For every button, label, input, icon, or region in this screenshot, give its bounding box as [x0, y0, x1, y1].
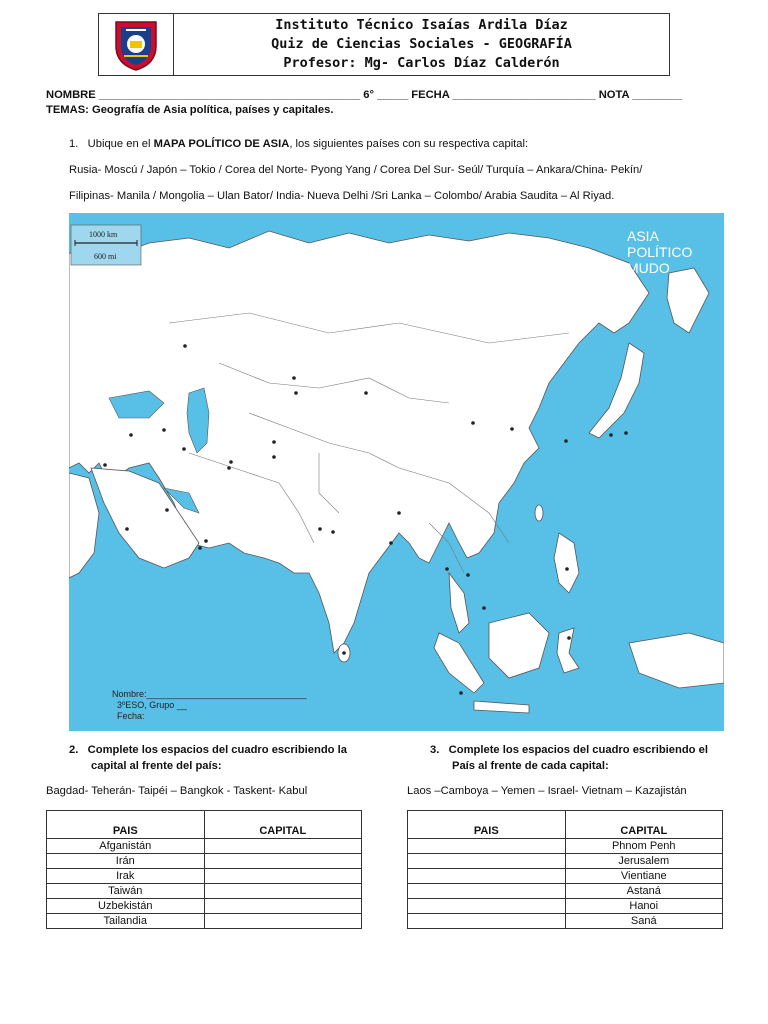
africa-corner	[69, 473, 99, 578]
scale-mi-label: 600 mi	[94, 252, 117, 261]
col-header-pais: PAIS	[408, 811, 566, 839]
asia-map-graphic	[69, 213, 724, 731]
java	[474, 701, 529, 713]
question-2-line-2: capital al frente del país:	[91, 760, 222, 772]
country-answer-cell[interactable]	[408, 854, 566, 869]
sumatra	[434, 633, 484, 693]
document-header	[98, 13, 670, 76]
capital-cell: Jerusalem	[565, 854, 723, 869]
question-1-list-line-1: Rusia- Moscú / Japón – Tokio / Corea del Norte- Pyong Yang / Corea Del Sur- Seúl/ Turquía – Ankara/China- Pekín/	[69, 164, 643, 176]
map-scale	[71, 225, 141, 265]
table-row	[47, 839, 362, 854]
question-3-line-2: País al frente de cada capital:	[452, 760, 609, 772]
col-header-pais: PAIS	[47, 811, 205, 839]
malay-peninsula	[449, 573, 469, 633]
capital-answer-cell[interactable]	[204, 869, 362, 884]
sulawesi	[557, 628, 579, 673]
capital-answer-cell[interactable]	[204, 839, 362, 854]
institution-name: Instituto Técnico Isaías Ardila Díaz	[275, 17, 568, 33]
map-title-line-3: MUDO	[627, 260, 670, 276]
table-row	[47, 869, 362, 884]
question-2-options: Bagdad- Teherán- Taipéi – Bangkok - Taskent- Kabul	[46, 785, 308, 797]
country-cell: Irán	[47, 854, 205, 869]
question-1-number: 1.	[69, 138, 79, 150]
table-row	[408, 884, 723, 899]
map-title-line-1: ASIA	[627, 228, 659, 244]
capital-cell: Astaná	[565, 884, 723, 899]
question-1-text-bold: MAPA POLÍTICO DE ASIA	[153, 138, 290, 150]
table-header-row	[408, 811, 723, 839]
map-title	[627, 228, 692, 276]
table-row	[408, 899, 723, 914]
country-cell: Irak	[47, 869, 205, 884]
table-row	[408, 914, 723, 929]
teacher-name: Profesor: Mg- Carlos Díaz Calderón	[283, 55, 560, 71]
question-3-prompt	[430, 742, 730, 774]
col-header-capital: CAPITAL	[565, 811, 723, 839]
country-cell: Tailandia	[47, 914, 205, 929]
question-2-number: 2.	[69, 744, 79, 756]
question-3-line-1: Complete los espacios del cuadro escribiendo el	[448, 744, 708, 756]
student-info-line: NOMBRE __________________________________________ 6° _____ FECHA _______________________ NOTA ________	[46, 89, 683, 101]
country-answer-cell[interactable]	[408, 899, 566, 914]
table-header-row	[47, 811, 362, 839]
map-form-labels	[112, 689, 308, 721]
school-logo-cell	[99, 14, 174, 75]
map-date-label: Fecha:	[117, 711, 145, 721]
country-answer-cell[interactable]	[408, 914, 566, 929]
question-1-text-b: , los siguientes países con su respectiva capital:	[289, 138, 529, 150]
new-guinea	[629, 633, 724, 688]
quiz-title: Quiz de Ciencias Sociales - GEOGRAFÍA	[271, 36, 572, 52]
question-1-text-a: Ubique en el	[87, 138, 154, 150]
capital-answer-cell[interactable]	[204, 899, 362, 914]
capital-cell: Saná	[565, 914, 723, 929]
country-answer-cell[interactable]	[408, 884, 566, 899]
map-name-label: Nombre:________________________________	[112, 689, 307, 699]
table-row	[408, 854, 723, 869]
topics-line: TEMAS: Geografía de Asia política, países y capitales.	[46, 104, 334, 116]
table-row	[47, 884, 362, 899]
country-cell: Uzbekistán	[47, 899, 205, 914]
col-header-capital: CAPITAL	[204, 811, 362, 839]
taiwan	[535, 505, 543, 521]
header-title-block	[174, 14, 669, 75]
question-3-options: Laos –Camboya – Yemen – Israel- Vietnam – Kazajistán	[407, 785, 687, 797]
borneo	[489, 613, 549, 678]
capital-cell: Hanoi	[565, 899, 723, 914]
question-3-table	[407, 810, 723, 929]
capital-answer-cell[interactable]	[204, 884, 362, 899]
capital-cell: Phnom Penh	[565, 839, 723, 854]
asia-landmass	[69, 231, 649, 653]
table-row	[408, 869, 723, 884]
table-row	[47, 914, 362, 929]
country-cell: Taiwán	[47, 884, 205, 899]
philippines	[554, 533, 579, 593]
school-shield-icon	[112, 18, 160, 72]
table-row	[47, 899, 362, 914]
question-2-line-1: Complete los espacios del cuadro escribiendo la	[87, 744, 347, 756]
japan	[589, 343, 644, 438]
country-answer-cell[interactable]	[408, 869, 566, 884]
map-grade-label: 3ºESO, Grupo __	[117, 700, 187, 710]
table-row	[47, 854, 362, 869]
table-row	[408, 839, 723, 854]
question-1-list-line-2: Filipinas- Manila / Mongolia – Ulan Bator/ India- Nueva Delhi /Sri Lanka – Colombo/ Arabia Saudita – Al Riyad.	[69, 190, 615, 202]
question-2-table	[46, 810, 362, 929]
country-cell: Afganistán	[47, 839, 205, 854]
country-answer-cell[interactable]	[408, 839, 566, 854]
capital-answer-cell[interactable]	[204, 854, 362, 869]
capital-answer-cell[interactable]	[204, 914, 362, 929]
capital-cell: Vientiane	[565, 869, 723, 884]
asia-political-blank-map	[69, 213, 724, 731]
question-1-prompt	[69, 136, 528, 152]
kamchatka	[667, 268, 709, 333]
scale-km-label: 1000 km	[89, 230, 118, 239]
question-3-number: 3.	[430, 744, 440, 756]
question-2-prompt	[69, 742, 369, 774]
map-title-line-2: POLÍTICO	[627, 244, 693, 260]
